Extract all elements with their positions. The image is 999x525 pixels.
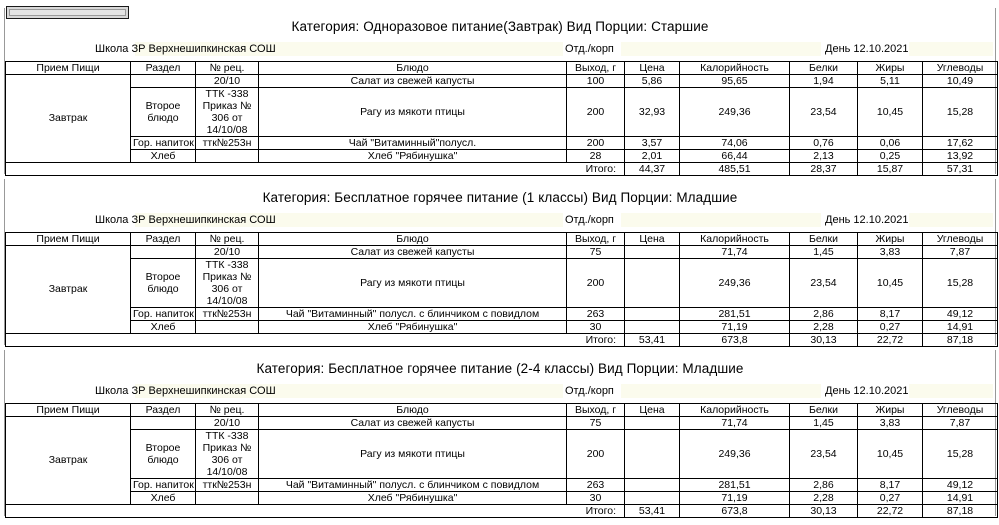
price-cell xyxy=(625,259,680,308)
output-cell: 75 xyxy=(567,246,625,259)
total-label: Итого: xyxy=(6,334,625,347)
recipe-cell: ттк№253н xyxy=(196,308,259,321)
col-header: Белки xyxy=(790,404,858,417)
kcal-cell: 95,65 xyxy=(680,75,790,88)
col-header: Углеводы xyxy=(923,233,998,246)
price-cell xyxy=(625,246,680,259)
kcal-cell: 74,06 xyxy=(680,137,790,150)
category-title: Категория: Бесплатное горячее питание (2-4 классы) Вид Порции: Младшие xyxy=(256,361,744,376)
menu-table xyxy=(5,61,998,176)
total-carb: 57,31 xyxy=(923,163,998,176)
dish-cell: Рагу из мякоти птицы xyxy=(259,430,567,479)
col-header: Раздел xyxy=(131,62,196,75)
table-row xyxy=(6,75,998,88)
kcal-cell: 249,36 xyxy=(680,259,790,308)
kcal-cell: 71,19 xyxy=(680,321,790,334)
menu-table xyxy=(5,232,998,347)
carb-cell: 7,87 xyxy=(923,417,998,430)
category-section xyxy=(4,8,996,174)
day-label: День 12.10.2021 xyxy=(825,214,909,226)
kcal-cell: 71,74 xyxy=(680,246,790,259)
section-cell: Хлеб xyxy=(131,321,196,334)
carb-cell: 14,91 xyxy=(923,321,998,334)
table-row xyxy=(6,492,998,505)
total-price: 44,37 xyxy=(625,163,680,176)
total-label: Итого: xyxy=(6,163,625,176)
dish-cell: Салат из свежей капусты xyxy=(259,246,567,259)
col-header: Калорийность xyxy=(680,233,790,246)
output-cell: 28 xyxy=(567,150,625,163)
total-carb: 87,18 xyxy=(923,505,998,518)
total-protein: 28,37 xyxy=(790,163,858,176)
total-kcal: 673,8 xyxy=(680,505,790,518)
protein-cell: 2,86 xyxy=(790,308,858,321)
output-cell: 263 xyxy=(567,308,625,321)
price-cell: 3,57 xyxy=(625,137,680,150)
fat-cell: 0,25 xyxy=(858,150,923,163)
output-cell: 30 xyxy=(567,321,625,334)
otd-field-bg xyxy=(621,384,821,398)
protein-cell: 23,54 xyxy=(790,259,858,308)
table-row xyxy=(6,150,998,163)
table-header-row xyxy=(6,404,998,417)
meal-cell: Завтрак xyxy=(6,417,131,505)
output-cell: 30 xyxy=(567,492,625,505)
total-protein: 30,13 xyxy=(790,334,858,347)
col-header: Жиры xyxy=(858,233,923,246)
kcal-cell: 281,51 xyxy=(680,308,790,321)
recipe-cell: ттк№253н xyxy=(196,479,259,492)
col-header: № рец. xyxy=(196,233,259,246)
total-fat: 22,72 xyxy=(858,505,923,518)
dish-cell: Хлеб "Рябинушка" xyxy=(259,492,567,505)
output-cell: 200 xyxy=(567,430,625,479)
carb-cell: 15,28 xyxy=(923,259,998,308)
recipe-cell: 20/10 xyxy=(196,417,259,430)
protein-cell: 2,13 xyxy=(790,150,858,163)
col-header: Углеводы xyxy=(923,62,998,75)
col-header: Блюдо xyxy=(259,404,567,417)
dish-cell: Рагу из мякоти птицы xyxy=(259,259,567,308)
total-kcal: 485,51 xyxy=(680,163,790,176)
col-header: Выход, г xyxy=(567,233,625,246)
carb-cell: 15,28 xyxy=(923,88,998,137)
dish-cell: Рагу из мякоти птицы xyxy=(259,88,567,137)
col-header: Жиры xyxy=(858,62,923,75)
kcal-cell: 71,19 xyxy=(680,492,790,505)
col-header: Белки xyxy=(790,233,858,246)
recipe-cell xyxy=(196,492,259,505)
protein-cell: 2,28 xyxy=(790,321,858,334)
dish-cell: Чай "Витаминный" полусл. с блинчиком с повидлом xyxy=(259,479,567,492)
price-cell: 5,86 xyxy=(625,75,680,88)
col-header: Жиры xyxy=(858,404,923,417)
category-title: Категория: Одноразовое питание(Завтрак) Вид Порции: Старшие xyxy=(291,19,709,34)
fat-cell: 10,45 xyxy=(858,259,923,308)
table-row xyxy=(6,479,998,492)
kcal-cell: 249,36 xyxy=(680,88,790,137)
section-cell: Гор. напиток xyxy=(131,137,196,150)
school-name: Школа ЗР Верхнешипкинская СОШ xyxy=(95,214,276,226)
price-cell xyxy=(625,321,680,334)
fat-cell: 3,83 xyxy=(858,246,923,259)
recipe-cell: 20/10 xyxy=(196,75,259,88)
kcal-cell: 66,44 xyxy=(680,150,790,163)
fat-cell: 10,45 xyxy=(858,88,923,137)
fat-cell: 0,27 xyxy=(858,492,923,505)
dish-cell: Салат из свежей капусты xyxy=(259,75,567,88)
category-title: Категория: Бесплатное горячее питание (1 классы) Вид Порции: Младшие xyxy=(262,190,738,205)
recipe-cell: ТТК -338 Приказ № 306 от 14/10/08 xyxy=(196,259,259,308)
col-header: Цена xyxy=(625,62,680,75)
carb-cell: 49,12 xyxy=(923,479,998,492)
dish-cell: Чай "Витаминный" полусл. с блинчиком с повидлом xyxy=(259,308,567,321)
total-carb: 87,18 xyxy=(923,334,998,347)
table-row xyxy=(6,308,998,321)
table-row xyxy=(6,321,998,334)
section-cell xyxy=(131,246,196,259)
fat-cell: 8,17 xyxy=(858,308,923,321)
total-protein: 30,13 xyxy=(790,505,858,518)
carb-cell: 49,12 xyxy=(923,308,998,321)
table-row xyxy=(6,417,998,430)
school-name: Школа ЗР Верхнешипкинская СОШ xyxy=(95,385,276,397)
col-header: Раздел xyxy=(131,233,196,246)
table-row xyxy=(6,430,998,479)
dish-cell: Чай "Витаминный"полусл. xyxy=(259,137,567,150)
col-header: Углеводы xyxy=(923,404,998,417)
section-cell: Хлеб xyxy=(131,492,196,505)
recipe-cell: ТТК -338 Приказ № 306 от 14/10/08 xyxy=(196,430,259,479)
carb-cell: 17,62 xyxy=(923,137,998,150)
col-header: Раздел xyxy=(131,404,196,417)
day-label: День 12.10.2021 xyxy=(825,43,909,55)
section-cell: Гор. напиток xyxy=(131,308,196,321)
col-header: Прием Пищи xyxy=(6,404,131,417)
otd-label: Отд./корп xyxy=(565,385,614,397)
output-cell: 263 xyxy=(567,479,625,492)
carb-cell: 13,92 xyxy=(923,150,998,163)
section-cell: Второе блюдо xyxy=(131,430,196,479)
menu-table xyxy=(5,403,998,518)
dish-cell: Хлеб "Рябинушка" xyxy=(259,150,567,163)
fat-cell: 0,27 xyxy=(858,321,923,334)
price-cell xyxy=(625,479,680,492)
recipe-cell xyxy=(196,321,259,334)
total-row xyxy=(6,163,998,176)
price-cell xyxy=(625,417,680,430)
meal-cell: Завтрак xyxy=(6,246,131,334)
price-cell xyxy=(625,492,680,505)
fat-cell: 3,83 xyxy=(858,417,923,430)
day-label: День 12.10.2021 xyxy=(825,385,909,397)
table-header-row xyxy=(6,62,998,75)
otd-label: Отд./корп xyxy=(565,214,614,226)
recipe-cell xyxy=(196,150,259,163)
otd-field-bg xyxy=(621,42,821,56)
col-header: № рец. xyxy=(196,62,259,75)
carb-cell: 14,91 xyxy=(923,492,998,505)
table-header-row xyxy=(6,233,998,246)
recipe-cell: 20/10 xyxy=(196,246,259,259)
col-header: Выход, г xyxy=(567,404,625,417)
col-header: Прием Пищи xyxy=(6,62,131,75)
protein-cell: 0,76 xyxy=(790,137,858,150)
category-section xyxy=(4,350,996,516)
protein-cell: 23,54 xyxy=(790,88,858,137)
output-cell: 100 xyxy=(567,75,625,88)
fat-cell: 0,06 xyxy=(858,137,923,150)
col-header: Цена xyxy=(625,404,680,417)
meal-cell: Завтрак xyxy=(6,75,131,163)
dish-cell: Салат из свежей капусты xyxy=(259,417,567,430)
protein-cell: 23,54 xyxy=(790,430,858,479)
fat-cell: 8,17 xyxy=(858,479,923,492)
col-header: № рец. xyxy=(196,404,259,417)
day-field-bg xyxy=(909,384,993,398)
section-cell xyxy=(131,417,196,430)
total-price: 53,41 xyxy=(625,334,680,347)
col-header: Белки xyxy=(790,62,858,75)
fat-cell: 10,45 xyxy=(858,430,923,479)
total-fat: 15,87 xyxy=(858,163,923,176)
section-cell: Второе блюдо xyxy=(131,88,196,137)
output-cell: 200 xyxy=(567,137,625,150)
table-row xyxy=(6,137,998,150)
day-field-bg xyxy=(909,213,993,227)
total-label: Итого: xyxy=(6,505,625,518)
protein-cell: 1,94 xyxy=(790,75,858,88)
col-header: Цена xyxy=(625,233,680,246)
otd-label: Отд./корп xyxy=(565,43,614,55)
school-name: Школа ЗР Верхнешипкинская СОШ xyxy=(95,43,276,55)
recipe-cell: ттк№253н xyxy=(196,137,259,150)
output-cell: 75 xyxy=(567,417,625,430)
table-row xyxy=(6,246,998,259)
protein-cell: 1,45 xyxy=(790,417,858,430)
col-header: Блюдо xyxy=(259,62,567,75)
day-field-bg xyxy=(909,42,993,56)
kcal-cell: 281,51 xyxy=(680,479,790,492)
total-row xyxy=(6,505,998,518)
category-section xyxy=(4,179,996,345)
carb-cell: 15,28 xyxy=(923,430,998,479)
dish-cell: Хлеб "Рябинушка" xyxy=(259,321,567,334)
section-cell: Хлеб xyxy=(131,150,196,163)
carb-cell: 7,87 xyxy=(923,246,998,259)
section-cell xyxy=(131,75,196,88)
col-header: Блюдо xyxy=(259,233,567,246)
col-header: Прием Пищи xyxy=(6,233,131,246)
output-cell: 200 xyxy=(567,259,625,308)
table-row xyxy=(6,259,998,308)
col-header: Выход, г xyxy=(567,62,625,75)
kcal-cell: 249,36 xyxy=(680,430,790,479)
protein-cell: 2,28 xyxy=(790,492,858,505)
section-cell: Гор. напиток xyxy=(131,479,196,492)
protein-cell: 1,45 xyxy=(790,246,858,259)
otd-field-bg xyxy=(621,213,821,227)
price-cell xyxy=(625,430,680,479)
carb-cell: 10,49 xyxy=(923,75,998,88)
total-price: 53,41 xyxy=(625,505,680,518)
col-header: Калорийность xyxy=(680,404,790,417)
price-cell xyxy=(625,308,680,321)
fat-cell: 5,11 xyxy=(858,75,923,88)
col-header: Калорийность xyxy=(680,62,790,75)
table-row xyxy=(6,88,998,137)
total-fat: 22,72 xyxy=(858,334,923,347)
total-row xyxy=(6,334,998,347)
protein-cell: 2,86 xyxy=(790,479,858,492)
price-cell: 2,01 xyxy=(625,150,680,163)
recipe-cell: ТТК -338 Приказ № 306 от 14/10/08 xyxy=(196,88,259,137)
price-cell: 32,93 xyxy=(625,88,680,137)
kcal-cell: 71,74 xyxy=(680,417,790,430)
total-kcal: 673,8 xyxy=(680,334,790,347)
output-cell: 200 xyxy=(567,88,625,137)
section-cell: Второе блюдо xyxy=(131,259,196,308)
